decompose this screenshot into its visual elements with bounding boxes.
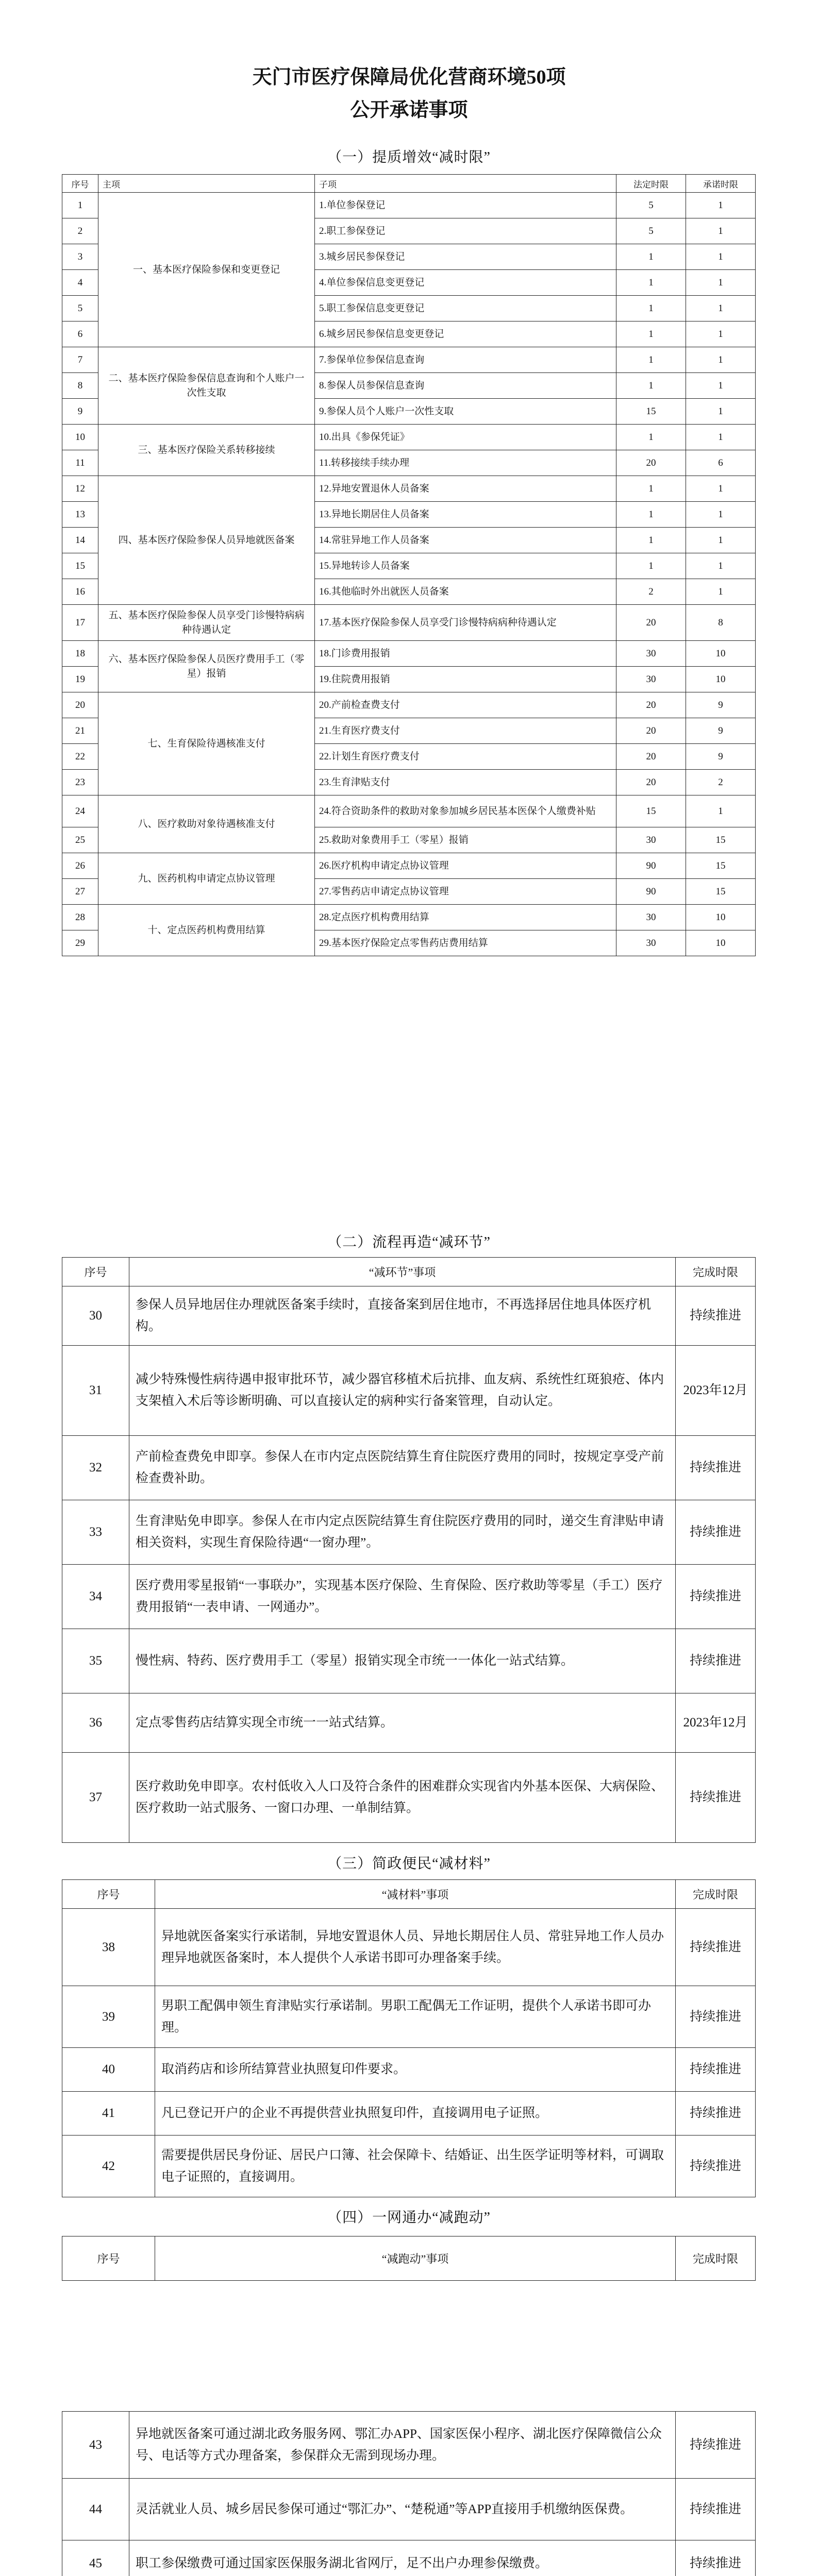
row-number: 8 — [62, 373, 98, 399]
header-number: 序号 — [62, 1258, 129, 1286]
row-number: 39 — [62, 1986, 155, 2048]
sub-item: 15.异地转诊人员备案 — [315, 553, 616, 579]
promised-time-limit: 1 — [686, 795, 756, 827]
table-row — [62, 476, 756, 502]
row-number: 32 — [62, 1436, 129, 1500]
row-number: 16 — [62, 579, 98, 605]
header-item: “减环节”事项 — [129, 1258, 676, 1286]
legal-time-limit: 30 — [616, 667, 686, 692]
legal-time-limit: 15 — [616, 795, 686, 827]
table-row — [62, 2479, 756, 2540]
row-number: 36 — [62, 1693, 129, 1753]
sub-item: 2.职工参保登记 — [315, 218, 616, 244]
deadline: 持续推进 — [676, 1436, 756, 1500]
promised-time-limit: 9 — [686, 718, 756, 744]
sub-item: 11.转移接续手续办理 — [315, 450, 616, 476]
legal-time-limit: 1 — [616, 270, 686, 296]
sub-item: 10.出具《参保凭证》 — [315, 425, 616, 450]
sub-item: 7.参保单位参保信息查询 — [315, 347, 616, 373]
deadline: 持续推进 — [676, 2048, 756, 2092]
row-number: 31 — [62, 1346, 129, 1436]
deadline: 2023年12月 — [676, 1346, 756, 1436]
section-2-heading: （二）流程再造“减环节” — [327, 1234, 491, 1250]
sub-item: 5.职工参保信息变更登记 — [315, 296, 616, 321]
row-number: 19 — [62, 667, 98, 692]
table-row — [62, 1346, 756, 1436]
table-row — [62, 1693, 756, 1753]
commitment-item: 异地就医备案可通过湖北政务服务网、鄂汇办APP、国家医保小程序、湖北医疗保障微信公众号、电话等方式办理备案，参保群众无需到现场办理。 — [129, 2412, 676, 2479]
section-4-heading: （四）一网通办“减跑动” — [327, 2210, 491, 2226]
promised-time-limit: 1 — [686, 296, 756, 321]
row-number: 29 — [62, 930, 98, 956]
row-number: 45 — [62, 2540, 129, 2576]
commitment-item: 参保人员异地居住办理就医备案手续时，直接备案到居住地市，不再选择居住地具体医疗机构。 — [129, 1286, 676, 1346]
row-number: 17 — [62, 605, 98, 641]
promised-time-limit: 8 — [686, 605, 756, 641]
sub-item: 18.门诊费用报销 — [315, 641, 616, 667]
sub-item: 19.住院费用报销 — [315, 667, 616, 692]
legal-time-limit: 1 — [616, 321, 686, 347]
legal-time-limit: 1 — [616, 476, 686, 502]
promised-time-limit: 1 — [686, 373, 756, 399]
commitment-item: 灵活就业人员、城乡居民参保可通过“鄂汇办”、“楚税通”等APP直接用手机缴纳医保费。 — [129, 2479, 676, 2540]
table-body — [62, 1909, 756, 2197]
legal-time-limit: 30 — [616, 905, 686, 930]
time-limit-table — [62, 174, 756, 956]
reduce-trips-table-header — [62, 2236, 756, 2281]
deadline: 持续推进 — [676, 1753, 756, 1843]
promised-time-limit: 1 — [686, 270, 756, 296]
header-legal-time-limit: 法定时限 — [616, 175, 686, 193]
legal-time-limit: 1 — [616, 553, 686, 579]
promised-time-limit: 1 — [686, 502, 756, 528]
main-item: 五、基本医疗保险参保人员享受门诊慢特病病种待遇认定 — [98, 605, 315, 641]
promised-time-limit: 10 — [686, 930, 756, 956]
deadline: 持续推进 — [676, 2540, 756, 2576]
table-row — [62, 641, 756, 667]
legal-time-limit: 30 — [616, 827, 686, 853]
row-number: 13 — [62, 502, 98, 528]
commitment-item: 职工参保缴费可通过国家医保服务湖北省网厅，足不出户办理参保缴费。 — [129, 2540, 676, 2576]
main-item: 八、医疗救助对象待遇核准支付 — [98, 795, 315, 853]
sub-item: 29.基本医疗保险定点零售药店费用结算 — [315, 930, 616, 956]
legal-time-limit: 90 — [616, 853, 686, 879]
legal-time-limit: 20 — [616, 718, 686, 744]
row-number: 26 — [62, 853, 98, 879]
sub-item: 20.产前检查费支付 — [315, 692, 616, 718]
row-number: 5 — [62, 296, 98, 321]
row-number: 2 — [62, 218, 98, 244]
reduce-materials-table — [62, 1879, 756, 2197]
row-number: 3 — [62, 244, 98, 270]
promised-time-limit: 9 — [686, 744, 756, 770]
promised-time-limit: 1 — [686, 579, 756, 605]
row-number: 23 — [62, 770, 98, 795]
deadline: 持续推进 — [676, 1500, 756, 1565]
document-title — [0, 61, 818, 127]
legal-time-limit: 1 — [616, 528, 686, 553]
legal-time-limit: 1 — [616, 373, 686, 399]
row-number: 30 — [62, 1286, 129, 1346]
table-body — [62, 193, 756, 956]
header-sub-item: 子项 — [315, 175, 616, 193]
header-number: 序号 — [62, 175, 98, 193]
row-number: 33 — [62, 1500, 129, 1565]
row-number: 44 — [62, 2479, 129, 2540]
commitment-item: 生育津贴免申即享。参保人在市内定点医院结算生育住院医疗费用的同时，递交生育津贴申请相关资料，实现生育保险待遇“一窗办理”。 — [129, 1500, 676, 1565]
deadline: 持续推进 — [676, 2479, 756, 2540]
commitment-item: 产前检查费免申即享。参保人在市内定点医院结算生育住院医疗费用的同时，按规定享受产前检查费补助。 — [129, 1436, 676, 1500]
commitment-item: 慢性病、特药、医疗费用手工（零星）报销实现全市统一一体化一站式结算。 — [129, 1629, 676, 1693]
commitment-item: 医疗救助免申即享。农村低收入人口及符合条件的困难群众实现省内外基本医保、大病保险、医疗救助一站式服务、一窗口办理、一单制结算。 — [129, 1753, 676, 1843]
legal-time-limit: 1 — [616, 244, 686, 270]
table-row — [62, 193, 756, 218]
table-row — [62, 2048, 756, 2092]
commitment-item: 需要提供居民身份证、居民户口簿、社会保障卡、结婚证、出生医学证明等材料，可调取电子证照的，直接调用。 — [155, 2136, 676, 2197]
legal-time-limit: 20 — [616, 770, 686, 795]
header-deadline: 完成时限 — [676, 1880, 756, 1909]
main-item: 七、生育保险待遇核准支付 — [98, 692, 315, 795]
table-row — [62, 425, 756, 450]
promised-time-limit: 2 — [686, 770, 756, 795]
header-deadline: 完成时限 — [676, 2236, 756, 2281]
legal-time-limit: 20 — [616, 605, 686, 641]
legal-time-limit: 30 — [616, 930, 686, 956]
sub-item: 28.定点医疗机构费用结算 — [315, 905, 616, 930]
row-number: 41 — [62, 2092, 155, 2136]
table-row — [62, 1500, 756, 1565]
table-row — [62, 795, 756, 827]
row-number: 4 — [62, 270, 98, 296]
promised-time-limit: 6 — [686, 450, 756, 476]
header-number: 序号 — [62, 1880, 155, 1909]
row-number: 37 — [62, 1753, 129, 1843]
promised-time-limit: 1 — [686, 425, 756, 450]
deadline: 持续推进 — [676, 1909, 756, 1986]
commitment-item: 取消药店和诊所结算营业执照复印件要求。 — [155, 2048, 676, 2092]
main-item: 九、医药机构申请定点协议管理 — [98, 853, 315, 905]
table-body — [62, 2412, 756, 2576]
row-number: 20 — [62, 692, 98, 718]
legal-time-limit: 30 — [616, 641, 686, 667]
table-row — [62, 853, 756, 879]
table-row — [62, 1986, 756, 2048]
table-row — [62, 1436, 756, 1500]
deadline: 持续推进 — [676, 2412, 756, 2479]
table-row — [62, 905, 756, 930]
promised-time-limit: 1 — [686, 218, 756, 244]
legal-time-limit: 5 — [616, 193, 686, 218]
row-number: 22 — [62, 744, 98, 770]
table-row — [62, 1909, 756, 1986]
row-number: 9 — [62, 399, 98, 425]
deadline: 持续推进 — [676, 1986, 756, 2048]
table-row — [62, 2540, 756, 2576]
sub-item: 4.单位参保信息变更登记 — [315, 270, 616, 296]
deadline: 2023年12月 — [676, 1693, 756, 1753]
table-row — [62, 2092, 756, 2136]
deadline: 持续推进 — [676, 2136, 756, 2197]
row-number: 35 — [62, 1629, 129, 1693]
commitment-item: 男职工配偶申领生育津贴实行承诺制。男职工配偶无工作证明，提供个人承诺书即可办理。 — [155, 1986, 676, 2048]
deadline: 持续推进 — [676, 1565, 756, 1629]
commitment-item: 减少特殊慢性病待遇申报审批环节，减少器官移植术后抗排、血友病、系统性红斑狼疮、体内支架植入术后等诊断明确、可以直接认定的病种实行备案管理，自动认定。 — [129, 1346, 676, 1436]
promised-time-limit: 1 — [686, 528, 756, 553]
table-header-row — [62, 2236, 756, 2281]
main-item: 三、基本医疗保险关系转移接续 — [98, 425, 315, 476]
sub-item: 14.常驻异地工作人员备案 — [315, 528, 616, 553]
row-number: 43 — [62, 2412, 129, 2479]
reduce-trips-table — [62, 2411, 756, 2576]
row-number: 24 — [62, 795, 98, 827]
row-number: 34 — [62, 1565, 129, 1629]
header-number: 序号 — [62, 2236, 155, 2281]
commitment-item: 凡已登记开户的企业不再提供营业执照复印件，直接调用电子证照。 — [155, 2092, 676, 2136]
header-main-item: 主项 — [98, 175, 315, 193]
promised-time-limit: 1 — [686, 347, 756, 373]
sub-item: 6.城乡居民参保信息变更登记 — [315, 321, 616, 347]
deadline: 持续推进 — [676, 2092, 756, 2136]
row-number: 40 — [62, 2048, 155, 2092]
table-header-row — [62, 175, 756, 193]
row-number: 28 — [62, 905, 98, 930]
sub-item: 17.基本医疗保险参保人员享受门诊慢特病病种待遇认定 — [315, 605, 616, 641]
row-number: 27 — [62, 879, 98, 905]
sub-item: 22.计划生育医疗费支付 — [315, 744, 616, 770]
header-deadline: 完成时限 — [676, 1258, 756, 1286]
legal-time-limit: 20 — [616, 450, 686, 476]
header-promised-time-limit: 承诺时限 — [686, 175, 756, 193]
sub-item: 8.参保人员参保信息查询 — [315, 373, 616, 399]
section-3-heading: （三）简政便民“减材料” — [327, 1856, 491, 1872]
table-row — [62, 692, 756, 718]
row-number: 38 — [62, 1909, 155, 1986]
table-row — [62, 605, 756, 641]
sub-item: 27.零售药店申请定点协议管理 — [315, 879, 616, 905]
commitment-item: 异地就医备案实行承诺制，异地安置退休人员、异地长期居住人员、常驻异地工作人员办理异地就医备案时，本人提供个人承诺书即可办理备案手续。 — [155, 1909, 676, 1986]
row-number: 25 — [62, 827, 98, 853]
legal-time-limit: 90 — [616, 879, 686, 905]
header-item: “减材料”事项 — [155, 1880, 676, 1909]
legal-time-limit: 5 — [616, 218, 686, 244]
promised-time-limit: 15 — [686, 879, 756, 905]
row-number: 11 — [62, 450, 98, 476]
sub-item: 23.生育津贴支付 — [315, 770, 616, 795]
table-row — [62, 347, 756, 373]
sub-item: 1.单位参保登记 — [315, 193, 616, 218]
sub-item: 26.医疗机构申请定点协议管理 — [315, 853, 616, 879]
sub-item: 24.符合资助条件的救助对象参加城乡居民基本医保个人缴费补贴 — [315, 795, 616, 827]
legal-time-limit: 1 — [616, 347, 686, 373]
sub-item: 13.异地长期居住人员备案 — [315, 502, 616, 528]
legal-time-limit: 1 — [616, 425, 686, 450]
row-number: 12 — [62, 476, 98, 502]
row-number: 7 — [62, 347, 98, 373]
deadline: 持续推进 — [676, 1629, 756, 1693]
table-row — [62, 1629, 756, 1693]
row-number: 42 — [62, 2136, 155, 2197]
table-body — [62, 1286, 756, 1843]
promised-time-limit: 1 — [686, 399, 756, 425]
main-item: 十、定点医药机构费用结算 — [98, 905, 315, 956]
promised-time-limit: 15 — [686, 827, 756, 853]
table-row — [62, 1286, 756, 1346]
promised-time-limit: 1 — [686, 244, 756, 270]
section-1-heading: （一）提质增效“减时限” — [327, 149, 491, 165]
document-title-line-1: 天门市医疗保障局优化营商环境50项 — [252, 66, 566, 88]
commitment-item: 定点零售药店结算实现全市统一一站式结算。 — [129, 1693, 676, 1753]
main-item: 六、基本医疗保险参保人员医疗费用手工（零星）报销 — [98, 641, 315, 692]
table-row — [62, 2136, 756, 2197]
reduce-steps-table — [62, 1257, 756, 1843]
table-header-row — [62, 1258, 756, 1286]
row-number: 1 — [62, 193, 98, 218]
row-number: 21 — [62, 718, 98, 744]
main-item: 一、基本医疗保险参保和变更登记 — [98, 193, 315, 347]
promised-time-limit: 1 — [686, 193, 756, 218]
promised-time-limit: 9 — [686, 692, 756, 718]
sub-item: 16.其他临时外出就医人员备案 — [315, 579, 616, 605]
commitment-item: 医疗费用零星报销“一事联办”，实现基本医疗保险、生育保险、医疗救助等零星（手工）医疗费用报销“一表申请、一网通办”。 — [129, 1565, 676, 1629]
promised-time-limit: 1 — [686, 321, 756, 347]
row-number: 14 — [62, 528, 98, 553]
promised-time-limit: 1 — [686, 476, 756, 502]
row-number: 10 — [62, 425, 98, 450]
sub-item: 3.城乡居民参保登记 — [315, 244, 616, 270]
row-number: 6 — [62, 321, 98, 347]
table-row — [62, 1753, 756, 1843]
table-row — [62, 2412, 756, 2479]
row-number: 18 — [62, 641, 98, 667]
legal-time-limit: 20 — [616, 744, 686, 770]
legal-time-limit: 1 — [616, 296, 686, 321]
row-number: 15 — [62, 553, 98, 579]
document-title-line-2: 公开承诺事项 — [350, 99, 468, 121]
main-item: 二、基本医疗保险参保信息查询和个人账户一次性支取 — [98, 347, 315, 425]
sub-item: 25.救助对象费用手工（零星）报销 — [315, 827, 616, 853]
table-row — [62, 1565, 756, 1629]
promised-time-limit: 10 — [686, 641, 756, 667]
table-header-row — [62, 1880, 756, 1909]
header-item: “减跑动”事项 — [155, 2236, 676, 2281]
sub-item: 9.参保人员个人账户一次性支取 — [315, 399, 616, 425]
legal-time-limit: 15 — [616, 399, 686, 425]
promised-time-limit: 10 — [686, 905, 756, 930]
legal-time-limit: 2 — [616, 579, 686, 605]
promised-time-limit: 1 — [686, 553, 756, 579]
legal-time-limit: 20 — [616, 692, 686, 718]
deadline: 持续推进 — [676, 1286, 756, 1346]
legal-time-limit: 1 — [616, 502, 686, 528]
sub-item: 12.异地安置退休人员备案 — [315, 476, 616, 502]
promised-time-limit: 15 — [686, 853, 756, 879]
main-item: 四、基本医疗保险参保人员异地就医备案 — [98, 476, 315, 605]
promised-time-limit: 10 — [686, 667, 756, 692]
sub-item: 21.生育医疗费支付 — [315, 718, 616, 744]
